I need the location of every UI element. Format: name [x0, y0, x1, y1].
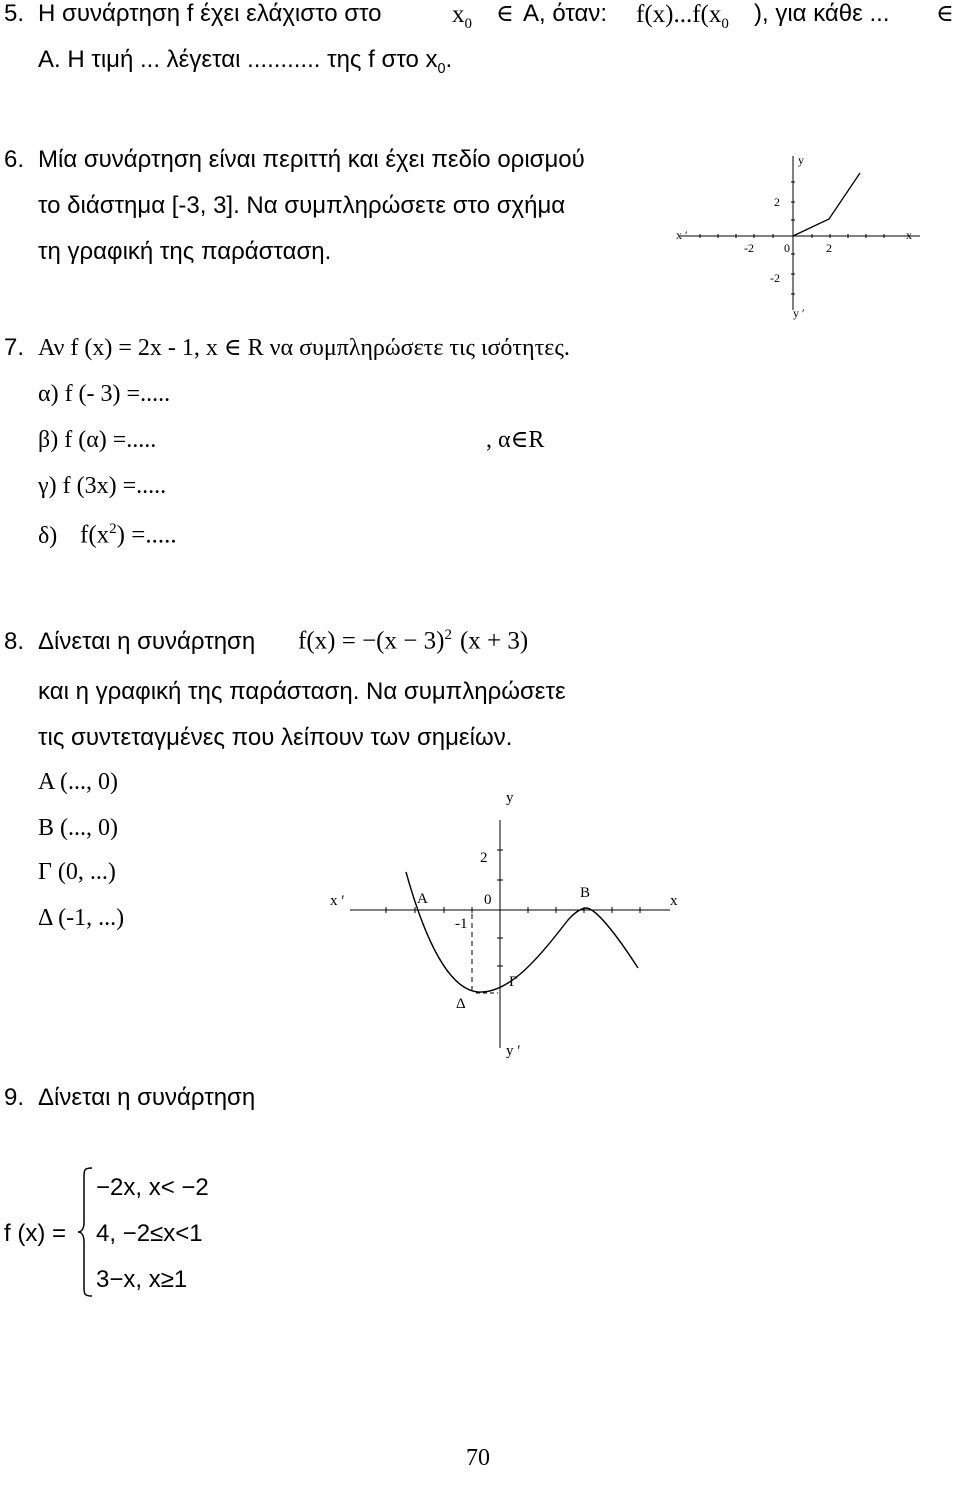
q8-curve: [406, 872, 638, 992]
q5-element-of-2: ∈: [936, 1, 954, 27]
q8-label-B: Β: [580, 885, 591, 901]
q8-label-A: Α: [417, 891, 428, 907]
q6-label-x: x: [906, 228, 912, 242]
q7-item-d: $f(x^2)$ =.....: [80, 521, 177, 549]
q5-text-1b: A, όταν:: [523, 0, 608, 27]
q8-text-3: τις συντεταγμένες που λείπουν των σημείων.: [38, 724, 513, 751]
q8-tick-2: 2: [480, 850, 488, 866]
q8-point-d: Δ (-1, ...): [38, 905, 125, 931]
q8-tick-0: 0: [484, 892, 492, 908]
q7-item-b-extra: , α∈R: [486, 427, 545, 453]
q8-label-D: Δ: [456, 996, 466, 1012]
q6-tick-y-pos: 2: [774, 195, 780, 209]
q6-label-y-prime: y ′: [793, 306, 805, 320]
q6-tick-x-neg: -2: [744, 241, 754, 255]
q9-case-3: 3−x, x≥1: [96, 1266, 188, 1293]
q8-tick-neg1: -1: [455, 916, 468, 932]
q8-label-y: y: [506, 790, 514, 806]
q7-item-c: γ) f (3x) =.....: [38, 473, 167, 499]
q7-text-1: Αν f (x) = 2x - 1, x ∈ R να συμπληρώσετε τις ισότητες.: [38, 335, 570, 361]
q5-element-of: ∈: [496, 1, 514, 27]
q5-text-1c: $f(x)...f(x_0$: [636, 1, 729, 32]
q8-text-2: και η γραφική της παράσταση. Να συμπληρώσετε: [38, 678, 566, 705]
q6-tick-x-pos: 2: [826, 241, 832, 255]
q8-graph: [320, 780, 700, 1060]
q5-text-1d: ), για κάθε ...: [754, 0, 890, 27]
q6-curve: [793, 173, 860, 236]
q6-tick-y-neg: -2: [770, 271, 780, 285]
page-number: 70: [466, 1445, 490, 1471]
q5-x0: $x_0$: [452, 1, 472, 32]
q6-text-3: τη γραφική της παράσταση.: [38, 238, 332, 265]
q8-point-b: Β (..., 0): [38, 815, 118, 841]
q9-number: 9.: [4, 1084, 25, 1111]
q8-text-1: Δίνεται η συνάρτηση: [38, 628, 256, 655]
q8-label-x-prime: x ′: [330, 893, 345, 909]
q9-f-label: f (x) =: [4, 1220, 67, 1247]
q8-label-y-prime: y ′: [506, 1043, 521, 1059]
q9-brace: [76, 1166, 96, 1298]
q8-label-x: x: [670, 893, 678, 909]
q8-formula: $f(x) = -(x - 3)^2$ (x + 3): [298, 627, 529, 655]
q7-item-d-label: δ): [38, 523, 58, 549]
q8-number: 8.: [4, 628, 25, 655]
q8-label-G: Γ: [509, 974, 518, 990]
q7-number: 7.: [4, 334, 25, 361]
q6-text-2: το διάστημα [-3, 3]. Να συμπληρώσετε στο σχήμα: [38, 192, 566, 219]
q6-label-x-prime: x ′: [676, 228, 688, 242]
q9-case-2: 4, −2≤x<1: [96, 1220, 203, 1247]
q6-text-1: Μία συνάρτηση είναι περιττή και έχει πεδίο ορισμού: [38, 148, 585, 172]
q5-text-1a: Η συνάρτηση f έχει ελάχιστο στο: [38, 0, 382, 27]
q8-point-g: Γ (0, ...): [38, 859, 116, 885]
q5-text-2: A. Η τιμή ... λέγεται ........... της f στο $x_0$.: [38, 46, 453, 77]
q7-item-a: α) f (- 3) =.....: [38, 381, 171, 407]
q9-text-1: Δίνεται η συνάρτηση: [38, 1084, 256, 1111]
q7-item-b: β) f (α) =.....: [38, 427, 157, 453]
q6-tick-origin: 0: [784, 241, 790, 255]
q6-graph: [670, 148, 930, 323]
q8-point-a: Α (..., 0): [38, 769, 118, 795]
q6-number: 6.: [4, 146, 25, 173]
q9-case-1: −2x, x< −2: [96, 1174, 209, 1201]
q5-number: 5.: [4, 0, 25, 27]
q6-label-y: y: [798, 153, 804, 167]
